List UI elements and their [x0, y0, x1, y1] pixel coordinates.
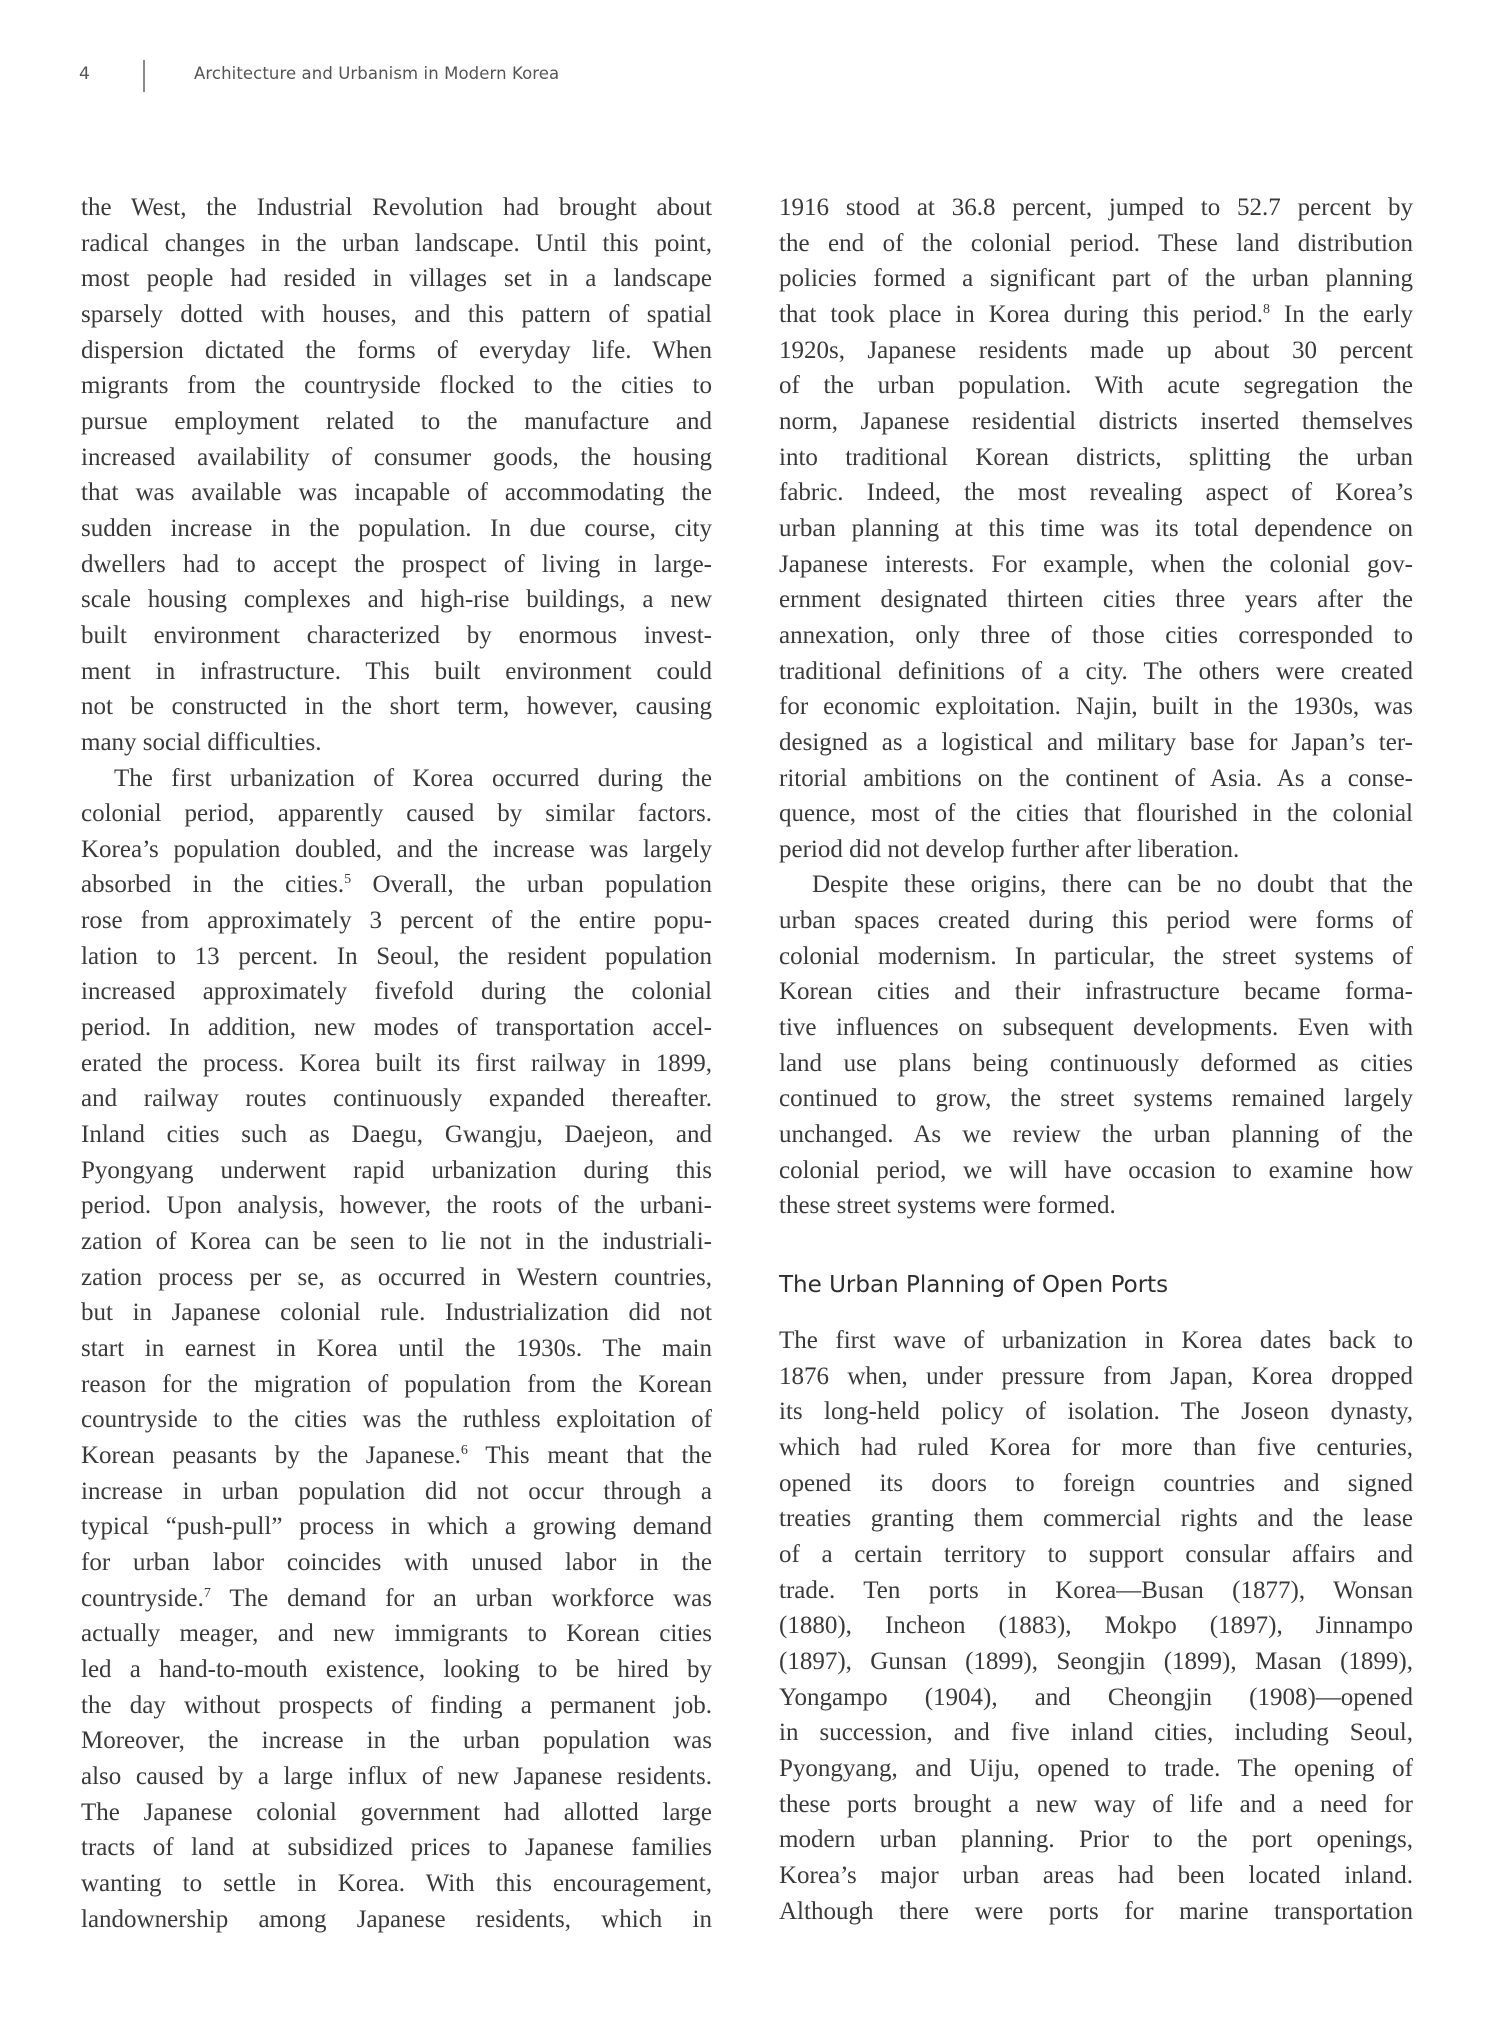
- text-line: period. In addition, new modes of transportation accel-: [81, 1014, 712, 1042]
- text-line: typical “push-pull” process in which a growing demand: [81, 1513, 712, 1541]
- text-line: also caused by a large influx of new Japanese residents.: [81, 1762, 712, 1790]
- section-heading: The Urban Planning of Open Ports: [779, 1272, 1169, 1298]
- text-line: dwellers had to accept the prospect of living in large-: [81, 550, 712, 578]
- text-line: led a hand-to-mouth existence, looking to be hired by: [81, 1655, 712, 1683]
- text-fragment: This meant that the: [467, 1441, 713, 1469]
- text-line: in succession, and five inland cities, including Seoul,: [779, 1719, 1413, 1747]
- text-line: landownership among Japanese residents, which in: [81, 1905, 712, 1933]
- text-line: for economic exploitation. Najin, built in the 1930s, was: [779, 693, 1413, 721]
- text-fragment: The demand for an urban workforce was: [210, 1584, 712, 1612]
- text-line: rose from approximately 3 percent of the entire popu-: [81, 907, 712, 935]
- right-column: [779, 190, 1413, 1224]
- text-line: many social difficulties.: [81, 728, 322, 756]
- text-line: not be constructed in the short term, however, causing: [81, 693, 712, 721]
- text-line: land use plans being continuously deformed as cities: [779, 1049, 1413, 1077]
- text-line: annexation, only three of those cities corresponded to: [779, 621, 1413, 649]
- text-line: fabric. Indeed, the most revealing aspect of Korea’s: [779, 479, 1413, 507]
- text-fragment: Korean peasants by the Japanese.: [81, 1441, 461, 1469]
- text-line: migrants from the countryside flocked to the cities to: [81, 372, 712, 400]
- text-line: Although there were ports for marine transportation: [779, 1897, 1413, 1925]
- text-line: Yongampo (1904), and Cheongjin (1908)—opened: [779, 1683, 1413, 1711]
- text-fragment: In the early: [1269, 300, 1413, 328]
- running-head: [0, 58, 1500, 98]
- text-line: wanting to settle in Korea. With this encouragement,: [81, 1869, 712, 1897]
- text-line: increased availability of consumer goods, the housing: [81, 443, 712, 471]
- text-line: The first urbanization of Korea occurred during the: [114, 764, 712, 792]
- text-line: sudden increase in the population. In due course, city: [81, 514, 712, 542]
- text-line-with-note: [81, 1438, 712, 1474]
- text-line: start in earnest in Korea until the 1930s. The main: [81, 1335, 712, 1362]
- text-line: urban spaces created during this period were forms of: [779, 907, 1413, 935]
- text-line: 1876 when, under pressure from Japan, Korea dropped: [779, 1362, 1413, 1390]
- text-line: quence, most of the cities that flourished in the colonial: [779, 800, 1413, 828]
- footnote-ref-7[interactable]: 7: [203, 1585, 211, 1601]
- left-column: [81, 190, 712, 1937]
- text-line: actually meager, and new immigrants to Korean cities: [81, 1620, 712, 1648]
- text-line: tive influences on subsequent developments. Even with: [779, 1014, 1413, 1042]
- text-line: traditional definitions of a city. The others were created: [779, 657, 1413, 685]
- text-line: sparsely dotted with houses, and this pattern of spatial: [81, 300, 712, 328]
- book-title: Architecture and Urbanism in Modern Korea: [194, 64, 560, 83]
- text-line: norm, Japanese residential districts inserted themselves: [779, 407, 1413, 435]
- text-line: for urban labor coincides with unused labor in the: [81, 1548, 712, 1576]
- text-line-with-note: [81, 867, 712, 903]
- text-line: into traditional Korean districts, splitting the urban: [779, 443, 1413, 471]
- text-line: Korea’s population doubled, and the increase was largely: [81, 835, 712, 863]
- text-line: increase in urban population did not occur through a: [81, 1477, 712, 1505]
- text-line: reason for the migration of population from the Korean: [81, 1370, 712, 1398]
- text-fragment: Overall, the urban population: [351, 871, 712, 899]
- text-line: scale housing complexes and high-rise buildings, a new: [81, 586, 712, 614]
- text-line: continued to grow, the street systems remained largely: [779, 1085, 1413, 1113]
- text-line: pursue employment related to the manufacture and: [81, 407, 712, 435]
- text-line: and railway routes continuously expanded thereafter.: [81, 1085, 712, 1113]
- text-line: Pyongyang, and Uiju, opened to trade. The opening of: [779, 1754, 1413, 1782]
- right-column-section: [779, 1323, 1413, 1929]
- text-line: Korea’s major urban areas had been located inland.: [779, 1861, 1413, 1889]
- text-line: Inland cities such as Daegu, Gwangju, Daejeon, and: [81, 1121, 712, 1149]
- text-line: unchanged. As we review the urban planning of the: [779, 1121, 1413, 1149]
- text-line: most people had resided in villages set in a landscape: [81, 265, 712, 293]
- text-line: trade. Ten ports in Korea—Busan (1877), Wonsan: [779, 1576, 1413, 1604]
- text-line: colonial period, we will have occasion to examine how: [779, 1156, 1413, 1184]
- text-line: designed as a logistical and military base for Japan’s ter-: [779, 728, 1413, 756]
- text-line: ment in infrastructure. This built environment could: [81, 657, 712, 685]
- page-number: 4: [79, 64, 90, 84]
- text-line: Japanese interests. For example, when the colonial gov-: [779, 550, 1413, 578]
- text-fragment: countryside.: [81, 1584, 204, 1612]
- text-line: modern urban planning. Prior to the port openings,: [779, 1826, 1413, 1854]
- text-line: the day without prospects of finding a permanent job.: [81, 1691, 712, 1719]
- text-fragment: absorbed in the cities.: [81, 871, 345, 899]
- text-line: lation to 13 percent. In Seoul, the resident population: [81, 942, 712, 970]
- text-line: of the urban population. With acute segregation the: [779, 372, 1413, 400]
- text-line: period did not develop further after liberation.: [779, 835, 1240, 863]
- text-line: The Japanese colonial government had allotted large: [81, 1798, 712, 1826]
- text-line: the end of the colonial period. These land distribution: [779, 229, 1413, 257]
- text-line: radical changes in the urban landscape. Until this point,: [81, 229, 712, 257]
- text-line: increased approximately fivefold during the colonial: [81, 978, 712, 1006]
- footnote-ref-8[interactable]: 8: [1262, 301, 1270, 317]
- text-line: ritorial ambitions on the continent of Asia. As a conse-: [779, 764, 1413, 792]
- text-line: ernment designated thirteen cities three years after the: [779, 586, 1413, 614]
- text-line: Despite these origins, there can be no doubt that the: [812, 871, 1413, 899]
- text-line: that was available was incapable of accommodating the: [81, 479, 712, 507]
- text-line: zation process per se, as occurred in Western countries,: [81, 1263, 712, 1291]
- text-line: colonial period, apparently caused by similar factors.: [81, 800, 712, 828]
- text-line: (1880), Incheon (1883), Mokpo (1897), Jinnampo: [779, 1612, 1413, 1640]
- text-line: colonial modernism. In particular, the street systems of: [779, 942, 1413, 970]
- text-line: Korean cities and their infrastructure became forma-: [779, 978, 1413, 1006]
- text-line: zation of Korea can be seen to lie not in the industriali-: [81, 1228, 712, 1256]
- text-fragment: that took place in Korea during this period.: [779, 300, 1263, 328]
- text-line: Pyongyang underwent rapid urbanization during this: [81, 1156, 712, 1184]
- text-line-with-note: [779, 297, 1413, 333]
- text-line-with-note: [81, 1581, 712, 1617]
- text-line: of a certain territory to support consular affairs and: [779, 1540, 1413, 1568]
- text-line: The first wave of urbanization in Korea dates back to: [779, 1327, 1413, 1354]
- text-line: tracts of land at subsidized prices to Japanese families: [81, 1834, 712, 1862]
- text-line: but in Japanese colonial rule. Industrialization did not: [81, 1299, 712, 1327]
- text-line: which had ruled Korea for more than five centuries,: [779, 1433, 1413, 1461]
- text-line: (1897), Gunsan (1899), Seongjin (1899), Masan (1899),: [779, 1647, 1413, 1675]
- text-line: these street systems were formed.: [779, 1192, 1116, 1220]
- text-line: Moreover, the increase in the urban population was: [81, 1727, 712, 1755]
- text-line: policies formed a significant part of the urban planning: [779, 265, 1413, 293]
- text-line: these ports brought a new way of life and a need for: [779, 1790, 1413, 1818]
- text-line: dispersion dictated the forms of everyday life. When: [81, 336, 712, 364]
- text-line: opened its doors to foreign countries and signed: [779, 1469, 1413, 1497]
- text-line: erated the process. Korea built its first railway in 1899,: [81, 1049, 712, 1077]
- footnote-ref-6[interactable]: 6: [460, 1442, 468, 1458]
- text-line: countryside to the cities was the ruthless exploitation of: [81, 1406, 712, 1434]
- text-line: treaties granting them commercial rights and the lease: [779, 1505, 1413, 1533]
- text-line: 1916 stood at 36.8 percent, jumped to 52.7 percent by: [779, 194, 1413, 221]
- header-divider: [143, 60, 145, 92]
- text-line: the West, the Industrial Revolution had brought about: [81, 194, 712, 221]
- text-line: built environment characterized by enormous invest-: [81, 621, 712, 649]
- text-line: urban planning at this time was its total dependence on: [779, 514, 1413, 542]
- text-line: 1920s, Japanese residents made up about 30 percent: [779, 336, 1413, 364]
- text-line: its long-held policy of isolation. The Joseon dynasty,: [779, 1398, 1413, 1426]
- footnote-ref-5[interactable]: 5: [344, 872, 352, 888]
- text-line: period. Upon analysis, however, the roots of the urbani-: [81, 1192, 712, 1220]
